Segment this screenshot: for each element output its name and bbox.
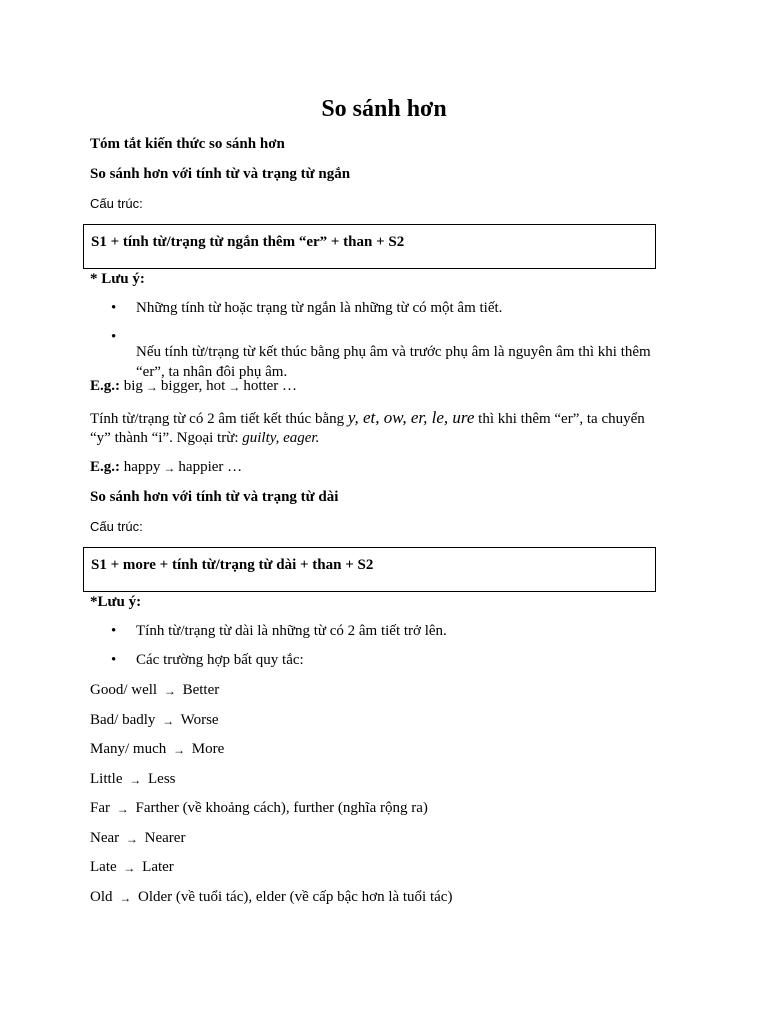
irregular-base-form: Bad/ badly (90, 712, 156, 728)
irregular-item (90, 710, 219, 730)
arrow-icon: → (125, 832, 138, 846)
irregular-comparative-form: Less (148, 771, 176, 787)
short-example-1 (90, 376, 297, 396)
arrow-icon: → (145, 380, 158, 394)
example-word: bigger, hot (160, 378, 226, 394)
example-word: big (123, 378, 143, 394)
irregular-base-form: Many/ much (90, 741, 167, 757)
irregular-item (90, 798, 428, 818)
arrow-icon: → (228, 380, 241, 394)
irregular-base-form: Late (90, 859, 117, 875)
irregular-comparative-form: Worse (180, 712, 219, 728)
irregular-comparative-form: Later (142, 859, 174, 875)
bullet-icon: • (111, 652, 117, 668)
irregular-item (90, 828, 185, 848)
arrow-icon: → (123, 861, 136, 875)
bullet-icon: • (111, 329, 117, 345)
long-formula: S1 + more + tính từ/trạng từ dài + than + S2 (91, 557, 374, 573)
arrow-icon: → (129, 773, 142, 787)
long-bullet-2: Các trường hợp bất quy tắc: (136, 652, 304, 668)
arrow-icon: → (119, 891, 132, 905)
summary-heading: Tóm tắt kiến thức so sánh hơn (90, 136, 285, 152)
example-word: happier … (178, 459, 243, 475)
arrow-icon: → (163, 461, 176, 475)
short-bullet-1: Những tính từ hoặc trạng từ ngắn là những từ có một âm tiết. (136, 300, 503, 316)
irregular-comparative-form: Older (về tuổi tác), elder (về cấp bậc hơn là tuổi tác) (138, 889, 453, 905)
irregular-comparative-form: Farther (về khoảng cách), further (nghĩa rộng ra) (135, 800, 428, 816)
example-word: hotter … (243, 378, 298, 394)
irregular-base-form: Little (90, 771, 123, 787)
irregular-base-form: Near (90, 830, 120, 846)
irregular-item (90, 857, 174, 877)
short-note-label: * Lưu ý: (90, 271, 145, 287)
irregular-item (90, 739, 224, 759)
short-formula-box (83, 224, 656, 269)
long-section-heading: So sánh hơn với tính từ và trạng từ dài (90, 489, 339, 505)
arrow-icon: → (173, 743, 185, 757)
short-structure-label: Cấu trúc: (90, 196, 143, 211)
bullet-icon: • (111, 300, 117, 316)
irregular-item (90, 769, 176, 789)
irregular-base-form: Far (90, 800, 110, 816)
two-syllable-endings: y, et, ow, er, le, ure (347, 408, 475, 427)
two-syllable-rule-line-2 (90, 428, 319, 448)
long-formula-box (83, 547, 656, 592)
example-label: E.g.: (90, 378, 120, 394)
page-title: So sánh hơn (321, 96, 447, 122)
irregular-comparative-form: Nearer (144, 830, 186, 846)
bullet-icon: • (111, 623, 117, 639)
irregular-base-form: Old (90, 889, 113, 905)
two-syllable-mid: thì khi thêm “er”, ta chuyển (478, 411, 645, 427)
irregular-item (90, 887, 452, 907)
irregular-comparative-form: More (191, 741, 225, 757)
short-formula: S1 + tính từ/trạng từ ngắn thêm “er” + than + S2 (91, 234, 405, 250)
irregular-comparative-form: Better (182, 682, 220, 698)
irregular-item (90, 680, 219, 700)
arrow-icon: → (162, 714, 175, 728)
two-syllable-prefix: Tính từ/trạng từ có 2 âm tiết kết thúc bằng (90, 411, 345, 427)
two-syllable-line2: “y” thành “i”. Ngoại trừ: (90, 430, 239, 446)
long-note-label: *Lưu ý: (90, 594, 142, 610)
short-section-heading: So sánh hơn với tính từ và trạng từ ngắn (90, 166, 351, 182)
example-word: happy (123, 459, 161, 475)
short-bullet-2: Nếu tính từ/trạng từ kết thúc bằng phụ âm và trước phụ âm là nguyên âm thì khi thêm “er”, ta nhân đôi phụ âm. (136, 344, 651, 380)
arrow-icon: → (163, 684, 176, 698)
irregular-base-form: Good/ well (90, 682, 158, 698)
short-example-2 (90, 457, 242, 477)
long-bullet-1: Tính từ/trạng từ dài là những từ có 2 âm tiết trở lên. (136, 623, 447, 639)
two-syllable-rule-line-1 (90, 408, 645, 429)
arrow-icon: → (116, 802, 129, 816)
example-label: E.g.: (90, 459, 120, 475)
long-structure-label: Cấu trúc: (90, 519, 143, 534)
exceptions: guilty, eager. (242, 430, 320, 446)
